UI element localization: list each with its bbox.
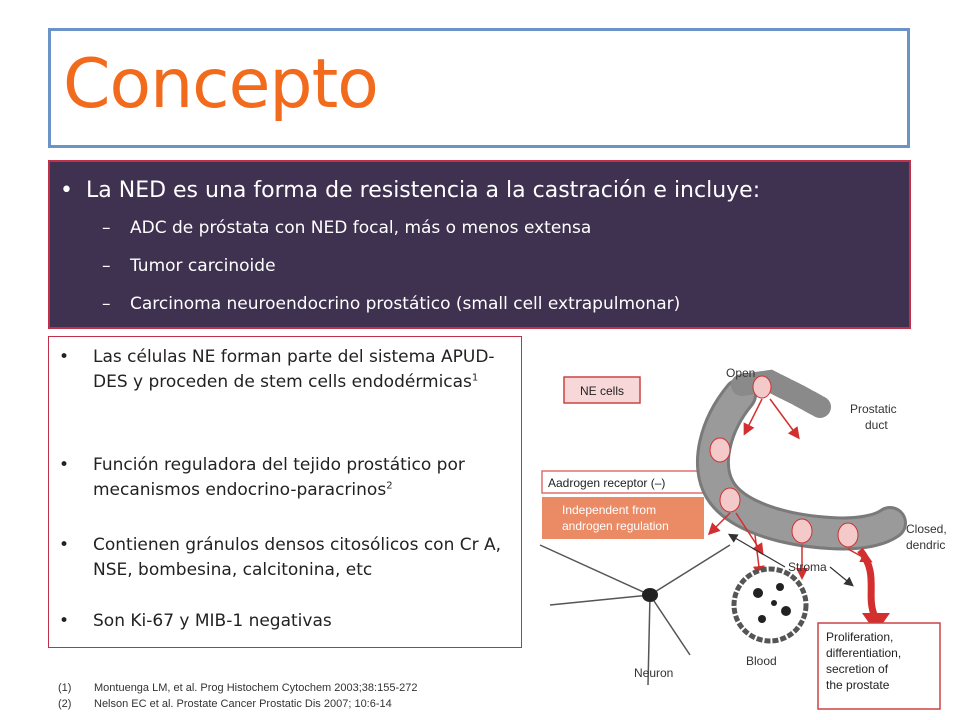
reference-number: (2) [58, 698, 72, 710]
reference [58, 698, 392, 710]
detail-box [48, 336, 522, 648]
dash: – [102, 294, 111, 314]
sub-item [102, 294, 680, 314]
detail-item-text: Las células NE forman parte del sistema APUD-DES y proceden de stem cells endodérmicas [93, 347, 495, 392]
reference-text: Montuenga LM, et al. Prog Histochem Cytochem 2003;38:155-272 [94, 682, 418, 694]
result-line-3: secretion of [826, 662, 889, 676]
detail-item [59, 609, 515, 634]
detail-item [59, 345, 515, 395]
slide-title: Concepto [63, 45, 378, 124]
blood-cell [753, 588, 763, 598]
reference-text: Nelson EC et al. Prostate Cancer Prostatic Dis 2007; 10:6-14 [94, 698, 392, 710]
detail-item [59, 453, 515, 503]
neuron-body [642, 588, 658, 602]
footnote-marker: 2 [386, 480, 393, 492]
dash: – [102, 218, 111, 238]
label-prostatic: Prostatic [850, 402, 897, 416]
stroma-arrow [830, 567, 852, 585]
label-dendric: dendric [906, 538, 946, 552]
label-blood: Blood [746, 654, 777, 668]
ne-cell [720, 488, 740, 512]
label-duct: duct [865, 418, 888, 432]
blood-cell [781, 606, 791, 616]
blood-cell [771, 600, 777, 606]
independent-line-2: androgen regulation [562, 519, 669, 533]
label-stroma: Stroma [788, 560, 827, 574]
sub-item [102, 218, 591, 238]
sub-item-text: ADC de próstata con NED focal, más o menos extensa [130, 218, 592, 238]
ne-cell [792, 519, 812, 543]
sub-item-text: Carcinoma neuroendocrino prostático (small cell extrapulmonar) [130, 294, 681, 314]
sub-item-text: Tumor carcinoide [130, 256, 276, 276]
detail-item [59, 533, 515, 583]
main-heading [60, 178, 760, 203]
blood-vessel [734, 569, 806, 641]
ne-cells-label: NE cells [580, 384, 625, 398]
signal-arrow [710, 513, 730, 533]
neuron-process [540, 545, 730, 685]
dash: – [102, 256, 111, 276]
label-neuron: Neuron [634, 666, 674, 680]
bullet: • [59, 455, 70, 475]
independent-line-1: Independent from [562, 503, 657, 517]
blood-cell [776, 583, 784, 591]
label-open: Open [726, 366, 756, 380]
main-heading-text: La NED es una forma de resistencia a la castración e incluye: [86, 178, 761, 203]
sub-item [102, 256, 276, 276]
bullet: • [59, 611, 70, 631]
receptor-label: Aadrogen receptor (–) [548, 476, 666, 490]
main-concept-box [48, 160, 911, 329]
bullet: • [60, 178, 73, 203]
ne-cell [753, 376, 771, 398]
bullet: • [59, 535, 70, 555]
result-line-1: Proliferation, [826, 630, 894, 644]
prostate-ne-figure [530, 355, 950, 715]
footnote-marker: 1 [471, 372, 479, 384]
reference [58, 682, 417, 694]
reference-number: (1) [58, 682, 72, 694]
label-closed: Closed, [906, 522, 947, 536]
detail-item-text: Son Ki-67 y MIB-1 negativas [93, 611, 332, 631]
blood-cell [758, 615, 766, 623]
title-box [48, 28, 910, 148]
detail-item-text: Función reguladora del tejido prostático por mecanismos endocrino-paracrinos [93, 455, 465, 500]
result-line-2: differentiation, [826, 646, 902, 660]
bullet: • [59, 347, 70, 367]
detail-item-text: Contienen gránulos densos citosólicos con Cr A, NSE, bombesina, calcitonina, etc [93, 535, 502, 580]
ne-cell [710, 438, 730, 462]
effect-arrow [860, 550, 875, 617]
ne-cell [838, 523, 858, 547]
result-line-4: the prostate [826, 678, 890, 692]
